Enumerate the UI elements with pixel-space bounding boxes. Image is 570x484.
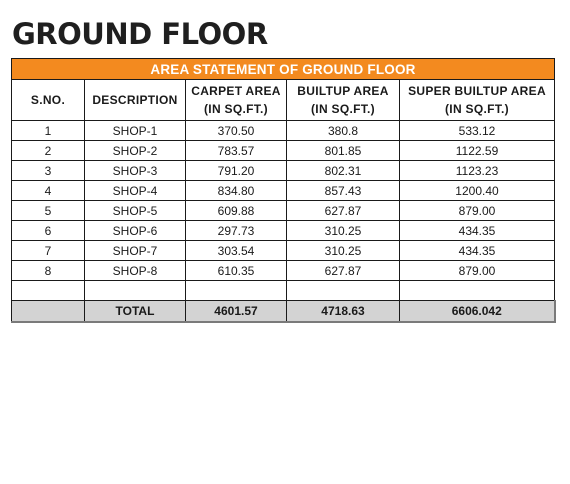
total-row xyxy=(12,301,555,323)
header-carpet-area: CARPET AREA (IN SQ.FT.) xyxy=(186,80,287,121)
cell-sno: 7 xyxy=(12,241,85,261)
table-row xyxy=(12,221,555,241)
table-row xyxy=(12,181,555,201)
cell-description: SHOP-3 xyxy=(85,161,186,181)
cell-sno: 6 xyxy=(12,221,85,241)
cell-sno: 3 xyxy=(12,161,85,181)
cell-description: SHOP-2 xyxy=(85,141,186,161)
cell-sno: 5 xyxy=(12,201,85,221)
cell-sno: 4 xyxy=(12,181,85,201)
table-banner: AREA STATEMENT OF GROUND FLOOR xyxy=(12,59,555,80)
cell-carpet: 370.50 xyxy=(186,121,287,141)
cell-carpet: 297.73 xyxy=(186,221,287,241)
blank-row xyxy=(12,281,555,301)
cell-builtup: 627.87 xyxy=(287,261,400,281)
cell-builtup: 627.87 xyxy=(287,201,400,221)
cell-sno: 8 xyxy=(12,261,85,281)
cell-super: 1200.40 xyxy=(400,181,555,201)
cell-super: 434.35 xyxy=(400,221,555,241)
total-builtup: 4718.63 xyxy=(287,301,400,323)
page-title: GROUND FLOOR xyxy=(12,17,268,51)
header-sno: S.NO. xyxy=(12,80,85,121)
cell-description: SHOP-5 xyxy=(85,201,186,221)
total-super: 6606.042 xyxy=(400,301,555,323)
cell-carpet: 791.20 xyxy=(186,161,287,181)
cell-builtup: 802.31 xyxy=(287,161,400,181)
cell-builtup: 857.43 xyxy=(287,181,400,201)
cell-description: SHOP-6 xyxy=(85,221,186,241)
cell-super: 533.12 xyxy=(400,121,555,141)
cell-carpet: 303.54 xyxy=(186,241,287,261)
cell-description: SHOP-4 xyxy=(85,181,186,201)
cell-builtup: 801.85 xyxy=(287,141,400,161)
cell-super: 879.00 xyxy=(400,201,555,221)
table-header-row xyxy=(12,80,555,121)
cell-sno: 2 xyxy=(12,141,85,161)
area-statement-table xyxy=(11,58,556,323)
total-label: TOTAL xyxy=(85,301,186,323)
table-row xyxy=(12,241,555,261)
cell-carpet: 834.80 xyxy=(186,181,287,201)
cell-sno: 1 xyxy=(12,121,85,141)
table-row xyxy=(12,141,555,161)
header-super-builtup-area: SUPER BUILTUP AREA (IN SQ.FT.) xyxy=(400,80,555,121)
cell-carpet: 610.35 xyxy=(186,261,287,281)
cell-builtup: 380.8 xyxy=(287,121,400,141)
table-row xyxy=(12,161,555,181)
table-row xyxy=(12,121,555,141)
cell-carpet: 783.57 xyxy=(186,141,287,161)
header-description: DESCRIPTION xyxy=(85,80,186,121)
header-builtup-area: BUILTUP AREA (IN SQ.FT.) xyxy=(287,80,400,121)
cell-carpet: 609.88 xyxy=(186,201,287,221)
cell-description: SHOP-1 xyxy=(85,121,186,141)
cell-description: SHOP-8 xyxy=(85,261,186,281)
cell-super: 879.00 xyxy=(400,261,555,281)
cell-builtup: 310.25 xyxy=(287,221,400,241)
table-row xyxy=(12,261,555,281)
total-carpet: 4601.57 xyxy=(186,301,287,323)
cell-super: 1122.59 xyxy=(400,141,555,161)
cell-super: 434.35 xyxy=(400,241,555,261)
table-row xyxy=(12,201,555,221)
cell-super: 1123.23 xyxy=(400,161,555,181)
table-banner-row xyxy=(12,59,555,80)
cell-description: SHOP-7 xyxy=(85,241,186,261)
cell-builtup: 310.25 xyxy=(287,241,400,261)
